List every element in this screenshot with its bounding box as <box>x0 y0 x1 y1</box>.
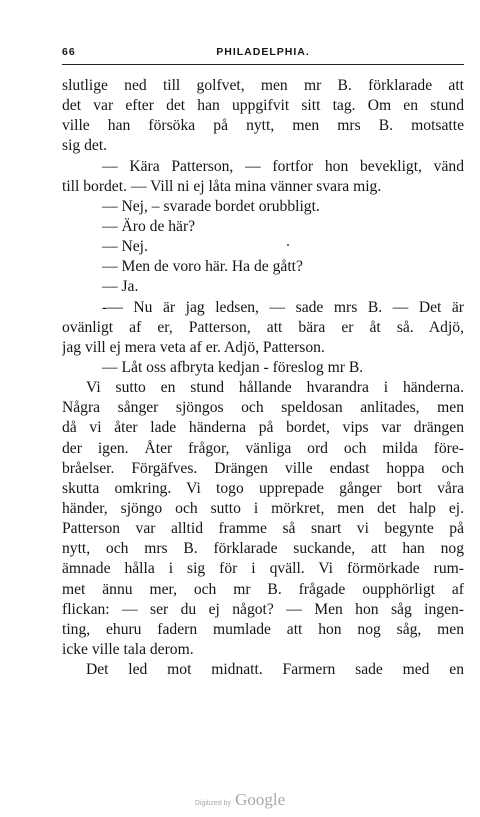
text-line: till bordet. — Vill ni ej låta mina vänner svara mig. <box>62 177 382 195</box>
text-line: — Äro de här? <box>102 217 196 235</box>
text-line: slutlige ned till golfvet, men mr B. förklarade att <box>62 77 464 94</box>
text-line: Vi sutto en stund hållande hvarandra i händerna. <box>86 379 464 397</box>
text-line: ting, ehuru fadern mumlade att hon nog såg, men <box>62 620 464 638</box>
text-line: der igen. Åter frågor, vänliga ord och milda före- <box>62 439 464 457</box>
header-rule <box>62 64 464 65</box>
text-line: skutta omkring. Vi togo upprepade gånger bort våra <box>62 479 464 497</box>
text-line: — Låt oss afbryta kedjan - föreslog mr B. <box>102 358 364 376</box>
text-line: -— Nu är jag ledsen, — sade mrs B. — Det är <box>102 298 464 316</box>
body-text <box>62 76 464 680</box>
text-line: det var efter det han uppgifvit sitt tag. Om en stund <box>62 97 464 115</box>
text-line: Patterson var alltid framme så snart vi begynte på <box>62 520 464 538</box>
text-line: ovänligt af er, Patterson, att bära er åt så. Adjö, <box>62 318 464 336</box>
digitization-watermark <box>0 790 480 810</box>
text-line: met ännu mer, och mr B. frågade oupphörligt af <box>62 580 464 598</box>
text-line: — Kära Patterson, — fortfor hon bevekligt, vänd <box>102 157 464 175</box>
google-logo: Google <box>235 790 286 809</box>
page-header <box>62 44 464 64</box>
text-line: — Nej, – svarade bordet orubbligt. <box>102 197 320 215</box>
text-line: — Men de voro här. Ha de gått? <box>102 258 303 276</box>
watermark-digitized-by: Digitized by <box>194 800 232 807</box>
text-line: — Nej. <box>102 238 148 256</box>
page-number: 66 <box>62 46 76 58</box>
text-line: Några sånger sjöngos och speldosan anlitades, men <box>62 399 464 417</box>
text-line: — Ja. <box>102 278 139 296</box>
text-line: bråelser. Förgäfves. Drängen ville endast hoppa och <box>62 459 464 477</box>
text-line: då vi åter lade händerna på bordet, vips var drängen <box>62 419 464 437</box>
scan-speck <box>287 244 289 246</box>
text-line: nytt, och mrs B. förklarade suckande, att han nog <box>62 540 464 558</box>
text-line: ville han försöka på nytt, men mrs B. motsatte <box>62 117 464 135</box>
running-title: PHILADELPHIA. <box>216 46 310 58</box>
text-line: ämnade hålla i sig för i qväll. Vi förmörkade rum- <box>62 560 464 578</box>
text-line: sig det. <box>62 137 108 155</box>
text-line: händer, sjöngo och sutto i mörkret, men det halp ej. <box>62 499 464 517</box>
text-line: Det led mot midnatt. Farmern sade med en <box>86 661 464 679</box>
text-line: flickan: — ser du ej något? — Men hon såg ingen- <box>62 600 464 618</box>
text-line: icke ville tala derom. <box>62 640 194 658</box>
text-line: jag vill ej mera veta af er. Adjö, Patterson. <box>62 338 325 356</box>
